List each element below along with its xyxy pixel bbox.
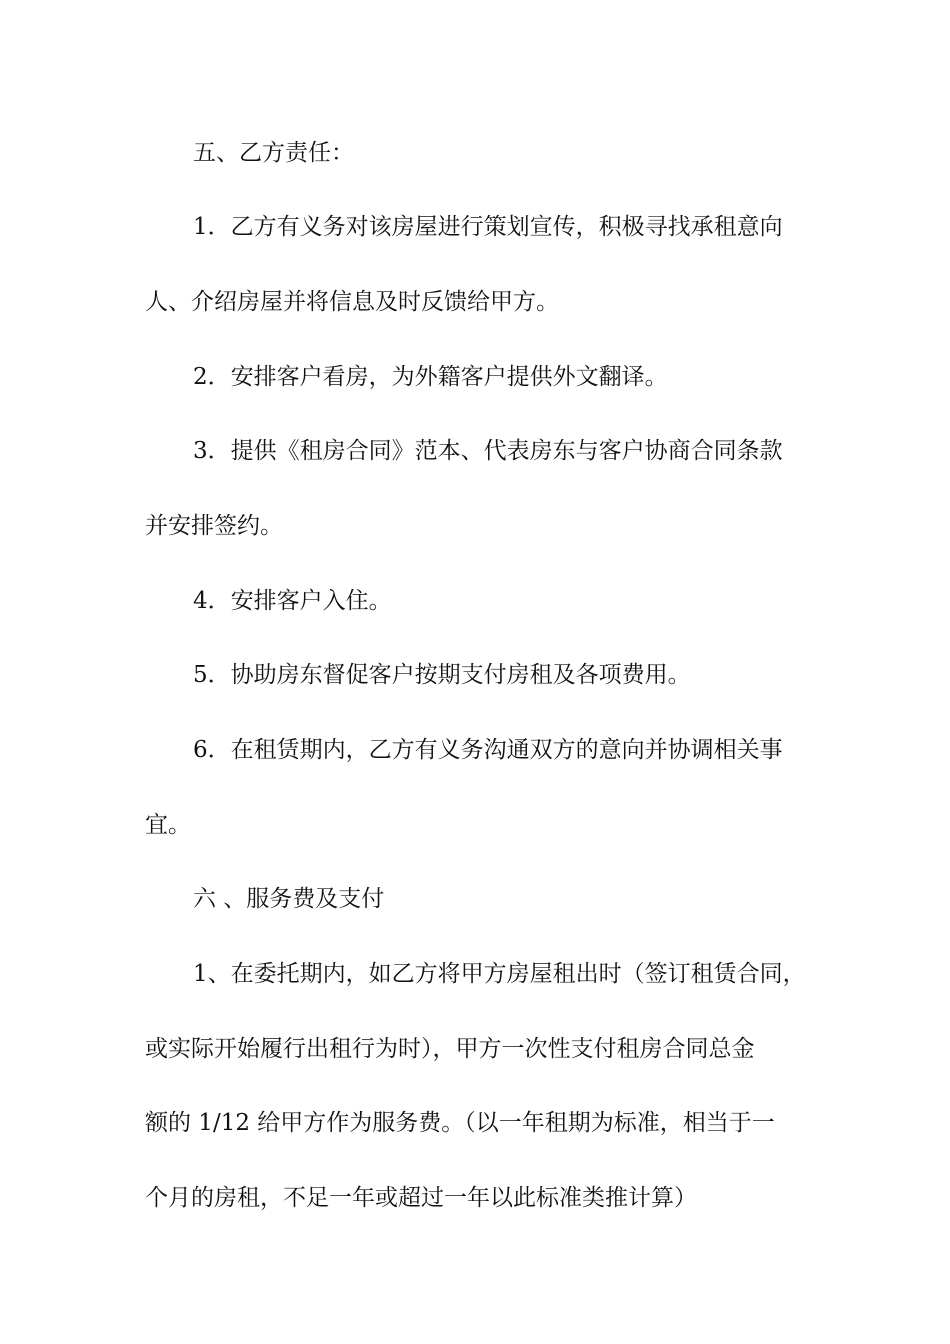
section5-item3-line1: 3．提供《租房合同》范本、代表房东与客户协商合同条款 xyxy=(193,438,783,464)
section5-item4: 4．安排客户入住。 xyxy=(193,588,392,614)
section5-item1-line2: 人、介绍房屋并将信息及时反馈给甲方。 xyxy=(145,289,559,315)
section5-item5: 5．协助房东督促客户按期支付房租及各项费用。 xyxy=(193,662,691,688)
section6-item1-line1: 1、在委托期内，如乙方将甲方房屋租出时（签订租赁合同， xyxy=(193,961,806,987)
section6-item1-line2: 或实际开始履行出租行为时），甲方一次性支付租房合同总金 xyxy=(145,1036,755,1062)
section5-item6-line2: 宜。 xyxy=(145,812,191,838)
section5-item1-line1: 1．乙方有义务对该房屋进行策划宣传，积极寻找承租意向 xyxy=(193,214,783,240)
section6-item1-line3: 额的 1/12 给甲方作为服务费。（以一年租期为标准，相当于一 xyxy=(145,1110,775,1136)
section6-item1-line4: 个月的房租，不足一年或超过一年以此标准类推计算） xyxy=(145,1185,697,1211)
section5-item3-line2: 并安排签约。 xyxy=(145,513,283,539)
section5-item6-line1: 6．在租赁期内，乙方有义务沟通双方的意向并协调相关事 xyxy=(193,737,783,763)
section6-heading: 六 、服务费及支付 xyxy=(193,886,385,912)
section5-heading: 五、乙方责任： xyxy=(193,140,354,166)
section5-item2: 2．安排客户看房，为外籍客户提供外文翻译。 xyxy=(193,364,668,390)
